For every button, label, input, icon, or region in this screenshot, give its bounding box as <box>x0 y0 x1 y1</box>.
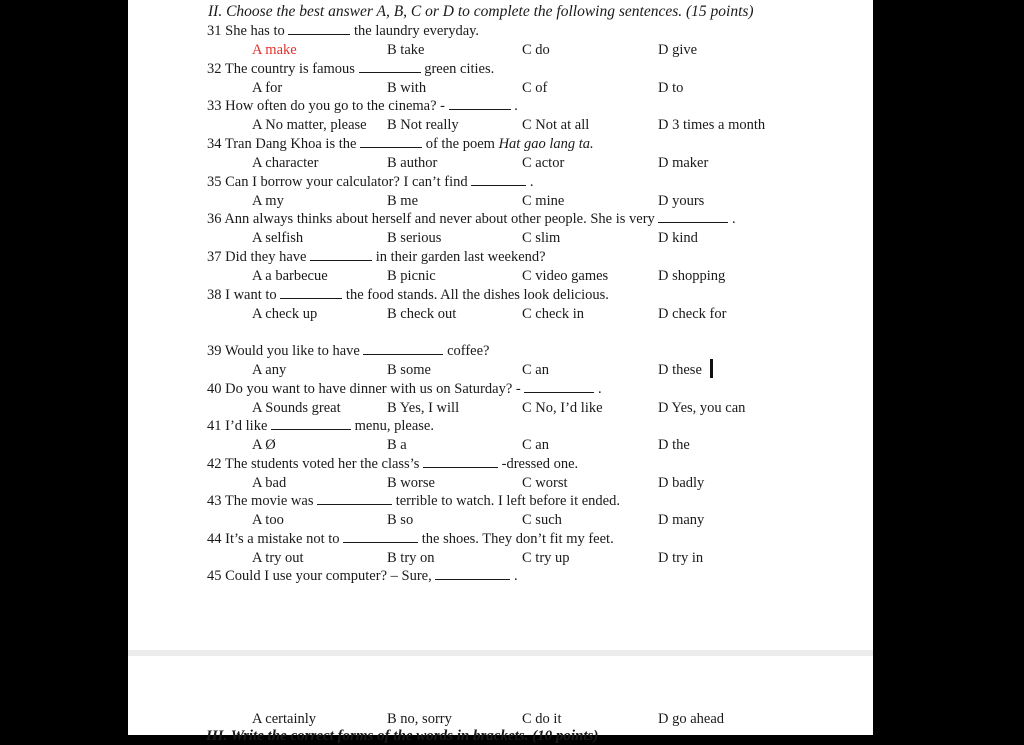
question-text-after: . <box>597 381 602 397</box>
option-42-d: D badly <box>658 475 705 491</box>
option-44-d: D try in <box>658 550 704 566</box>
question-45 <box>207 567 518 585</box>
text-cursor <box>710 359 713 378</box>
question-number: 37 <box>207 249 222 265</box>
option-34-b: B author <box>387 155 438 171</box>
question-text-before: Tran Dang Khoa is the <box>224 136 357 152</box>
question-text-after: . <box>732 211 736 227</box>
option-40-c: C No, I’d like <box>522 400 603 416</box>
question-number: 33 <box>207 98 222 114</box>
answer-blank <box>280 286 342 299</box>
answer-blank <box>360 135 422 148</box>
option-38-b: B check out <box>387 306 457 322</box>
question-number: 43 <box>207 493 222 509</box>
question-number: 44 <box>207 531 222 547</box>
option-39-b: B some <box>387 362 431 378</box>
option-41-c: C an <box>522 437 549 453</box>
document-page <box>128 0 873 744</box>
answer-blank <box>524 380 594 393</box>
question-number: 42 <box>207 456 222 472</box>
option-35-d: D yours <box>658 193 705 209</box>
question-text-after: of the poem <box>425 136 495 152</box>
question-number: 40 <box>207 381 222 397</box>
option-40-d: D Yes, you can <box>658 400 746 416</box>
question-39 <box>207 342 489 360</box>
option-41-b: B a <box>387 437 407 453</box>
option-42-c: C worst <box>522 475 568 491</box>
question-32 <box>207 60 494 78</box>
option-45-b: B no, sorry <box>387 711 452 727</box>
option-40-b: B Yes, I will <box>387 400 460 416</box>
option-42-a: A bad <box>252 475 287 491</box>
question-number: 34 <box>207 136 222 152</box>
question-35 <box>207 173 534 191</box>
answer-blank <box>271 417 351 430</box>
question-41 <box>207 417 434 435</box>
question-text-after: green cities. <box>424 61 495 77</box>
answer-blank <box>343 530 418 543</box>
option-34-c: C actor <box>522 155 565 171</box>
option-43-b: B so <box>387 512 414 528</box>
answer-blank <box>471 173 526 186</box>
option-34-d: D maker <box>658 155 709 171</box>
question-text-after: . <box>529 174 534 190</box>
option-43-c: C such <box>522 512 562 528</box>
option-45-c: C do it <box>522 711 562 727</box>
option-37-b: B picnic <box>387 268 436 284</box>
question-44 <box>207 530 614 548</box>
question-text-before: Do you want to have dinner with us on Saturday? - <box>225 381 521 397</box>
poem-title: Hat gao lang ta. <box>498 136 594 152</box>
option-43-a: A too <box>252 512 284 528</box>
option-37-c: C video games <box>522 268 609 284</box>
option-36-d: D kind <box>658 230 698 246</box>
option-31-a: A make <box>252 42 297 58</box>
question-text-before: I want to <box>225 287 277 303</box>
question-43 <box>207 492 620 510</box>
option-36-c: C slim <box>522 230 561 246</box>
option-42-b: B worse <box>387 475 435 491</box>
question-text-after: . <box>513 568 518 584</box>
option-44-c: C try up <box>522 550 570 566</box>
option-35-b: B me <box>387 193 419 209</box>
question-number: 45 <box>207 568 222 584</box>
option-39-d: D these <box>658 362 702 378</box>
option-40-a: A Sounds great <box>252 400 341 416</box>
option-36-b: B serious <box>387 230 442 246</box>
question-text-before: Could I use your computer? – Sure, <box>225 568 432 584</box>
question-text-before: Would you like to have <box>224 343 360 359</box>
page-break <box>128 650 873 656</box>
question-38 <box>207 286 609 304</box>
question-number: 31 <box>207 23 222 39</box>
next-section-heading-clipped: III. Write the correct forms of the words in brackets. (10 points) <box>206 728 599 744</box>
option-33-d: D 3 times a month <box>658 117 766 133</box>
question-text-before: I’d like <box>225 418 268 434</box>
question-number: 36 <box>207 211 222 227</box>
option-31-c: C do <box>522 42 550 58</box>
answer-blank <box>449 97 511 110</box>
question-number: 32 <box>207 61 222 77</box>
question-text-before: The movie was <box>224 493 314 509</box>
question-text-after: in their garden last weekend? <box>375 249 546 265</box>
option-32-b: B with <box>387 80 427 96</box>
option-44-a: A try out <box>252 550 304 566</box>
answer-blank <box>435 567 510 580</box>
option-35-c: C mine <box>522 193 565 209</box>
question-42 <box>207 455 578 473</box>
question-text-after: the shoes. They don’t fit my feet. <box>421 531 614 547</box>
question-text-after: coffee? <box>447 343 490 359</box>
answer-blank <box>359 60 421 73</box>
question-number: 41 <box>207 418 222 434</box>
question-text-after: the laundry everyday. <box>353 23 480 39</box>
answer-blank <box>310 248 372 261</box>
option-41-a: A Ø <box>252 437 276 453</box>
question-text-before: Can I borrow your calculator? I can’t find <box>225 174 468 190</box>
answer-blank <box>363 342 443 355</box>
option-37-d: D shopping <box>658 268 726 284</box>
option-34-a: A character <box>252 155 319 171</box>
option-38-a: A check up <box>252 306 318 322</box>
question-number: 39 <box>207 343 222 359</box>
section-heading: II. Choose the best answer A, B, C or D to complete the following sentences. (15 points) <box>208 3 754 20</box>
answer-blank <box>423 455 498 468</box>
option-33-a: A No matter, please <box>252 117 367 133</box>
question-text-before: It’s a mistake not to <box>225 531 340 547</box>
question-text-before: How often do you go to the cinema? - <box>225 98 445 114</box>
option-37-a: A a barbecue <box>252 268 328 284</box>
question-33 <box>207 97 518 115</box>
question-36 <box>207 210 736 228</box>
question-text-before: The country is famous <box>224 61 355 77</box>
option-33-b: B Not really <box>387 117 459 133</box>
option-44-b: B try on <box>387 550 435 566</box>
option-39-a: A any <box>252 362 287 378</box>
question-text-after: menu, please. <box>354 418 434 434</box>
option-41-d: D the <box>658 437 690 453</box>
question-text-before: Ann always thinks about herself and never about other people. She is very <box>224 211 655 227</box>
option-38-d: D check for <box>658 306 727 322</box>
option-32-d: D to <box>658 80 684 96</box>
question-text-before: Did they have <box>225 249 307 265</box>
question-text-after: terrible to watch. I left before it ended. <box>395 493 620 509</box>
option-45-a: A certainly <box>252 711 317 727</box>
question-text-after: the food stands. All the dishes look delicious. <box>345 287 609 303</box>
option-38-c: C check in <box>522 306 585 322</box>
question-40 <box>207 380 602 398</box>
option-33-c: C Not at all <box>522 117 590 133</box>
option-36-a: A selfish <box>252 230 304 246</box>
question-number: 35 <box>207 174 222 190</box>
option-31-b: B take <box>387 42 425 58</box>
option-35-a: A my <box>252 193 284 209</box>
question-text-after: . <box>514 98 518 114</box>
question-37 <box>207 248 546 266</box>
question-31 <box>207 22 479 40</box>
option-43-d: D many <box>658 512 705 528</box>
answer-blank <box>288 22 350 35</box>
question-text-before: She has to <box>225 23 285 39</box>
question-text-after: -dressed one. <box>501 456 579 472</box>
answer-blank <box>658 210 728 223</box>
option-31-d: D give <box>658 42 698 58</box>
answer-blank <box>317 492 392 505</box>
option-32-c: C of <box>522 80 548 96</box>
question-number: 38 <box>207 287 222 303</box>
option-39-c: C an <box>522 362 549 378</box>
option-45-d: D go ahead <box>658 711 725 727</box>
question-text-before: The students voted her the class’s <box>224 456 420 472</box>
option-32-a: A for <box>252 80 283 96</box>
question-34 <box>207 135 594 153</box>
